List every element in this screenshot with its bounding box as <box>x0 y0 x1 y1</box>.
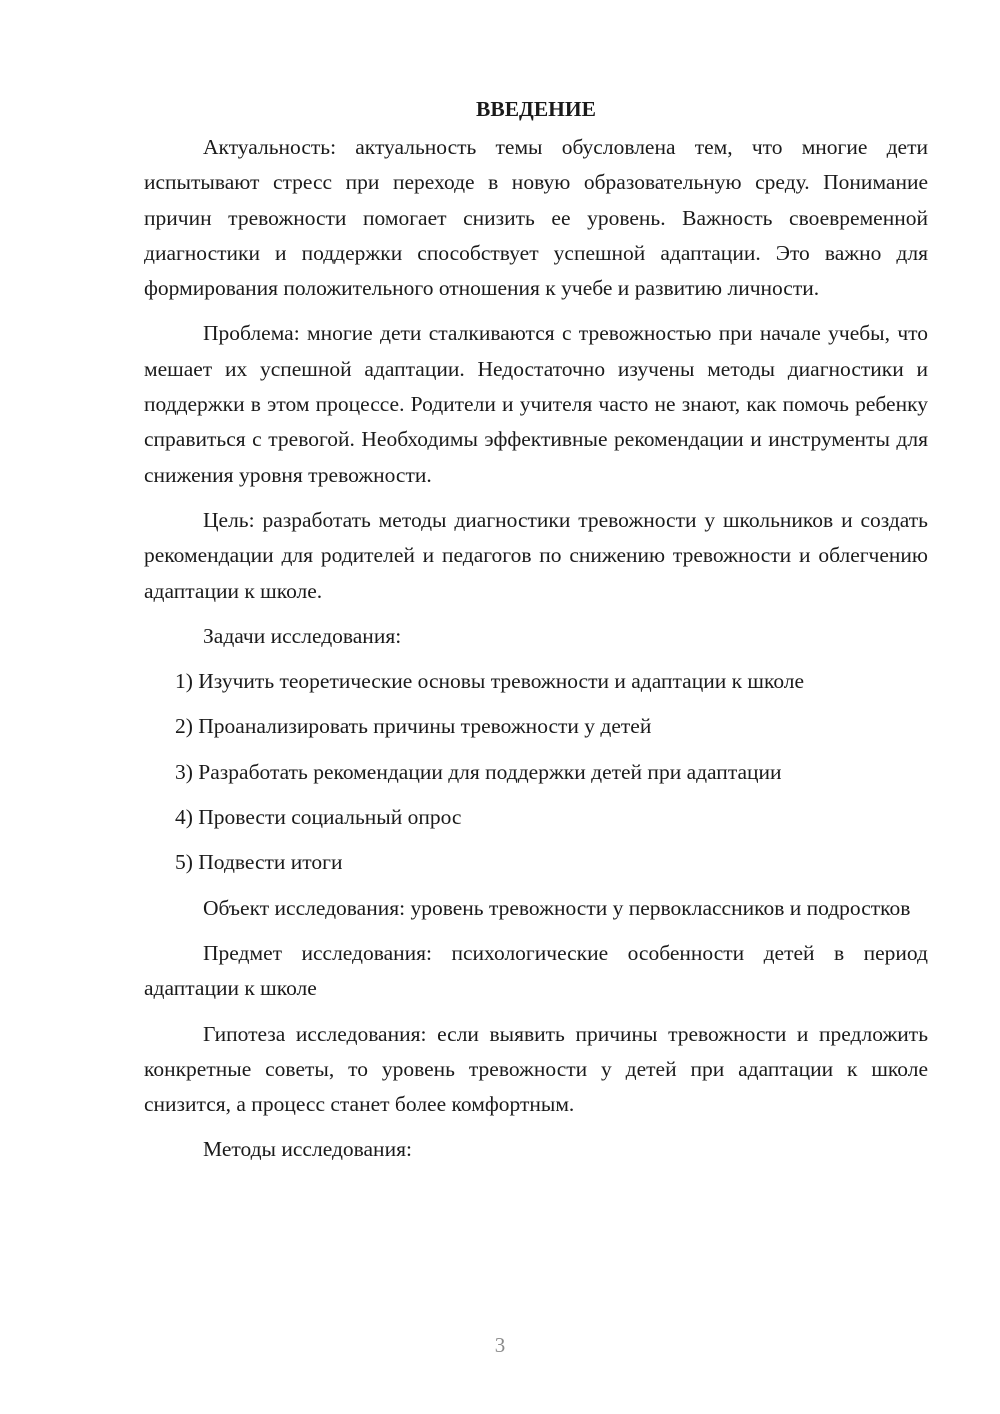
goal-paragraph: Цель: разработать методы диагностики тревожности у школьников и создать рекомендации для родителей и педагогов по снижению тревожности и облегчению адаптации к школе. <box>144 507 928 603</box>
task-item: 1) Изучить теоретические основы тревожности и адаптации к школе <box>175 669 805 694</box>
document-page <box>144 92 928 1178</box>
tasks-list <box>144 664 928 880</box>
object-paragraph: Объект исследования: уровень тревожности у первоклассников и подростков <box>203 895 911 920</box>
tasks-heading: Задачи исследования: <box>203 623 402 648</box>
page-number: 3 <box>494 1333 506 1357</box>
task-item: 4) Провести социальный опрос <box>175 805 462 830</box>
task-item: 3) Разработать рекомендации для поддержки детей при адаптации <box>175 759 782 784</box>
section-title: ВВЕДЕНИЕ <box>476 97 596 121</box>
relevance-paragraph: Актуальность: актуальность темы обусловлена тем, что многие дети испытывают стресс при переходе в новую образовательную среду. Понимание причин тревожности помогает снизить ее уровень. Важность своевременной диагностики и поддержки способствует успешной адаптации. Это важно для формирования положительного отношения к учебе и развитию личности. <box>144 135 928 301</box>
task-item: 2) Проанализировать причины тревожности у детей <box>175 714 652 739</box>
subject-paragraph: Предмет исследования: психологические особенности детей в период адаптации к школе <box>144 940 928 1001</box>
problem-paragraph: Проблема: многие дети сталкиваются с тревожностью при начале учебы, что мешает их успешной адаптации. Недостаточно изучены методы диагностики и поддержки в этом процессе. Родители и учителя часто не знают, как помочь ребенку справиться с тревогой. Необходимы эффективные рекомендации и инструменты для снижения уровня тревожности. <box>144 321 928 487</box>
task-item: 5) Подвести итоги <box>175 850 343 875</box>
methods-heading: Методы исследования: <box>203 1137 412 1162</box>
hypothesis-paragraph: Гипотеза исследования: если выявить причины тревожности и предложить конкретные советы, то уровень тревожности у детей при адаптации к школе снизится, а процесс станет более комфортным. <box>144 1021 928 1117</box>
